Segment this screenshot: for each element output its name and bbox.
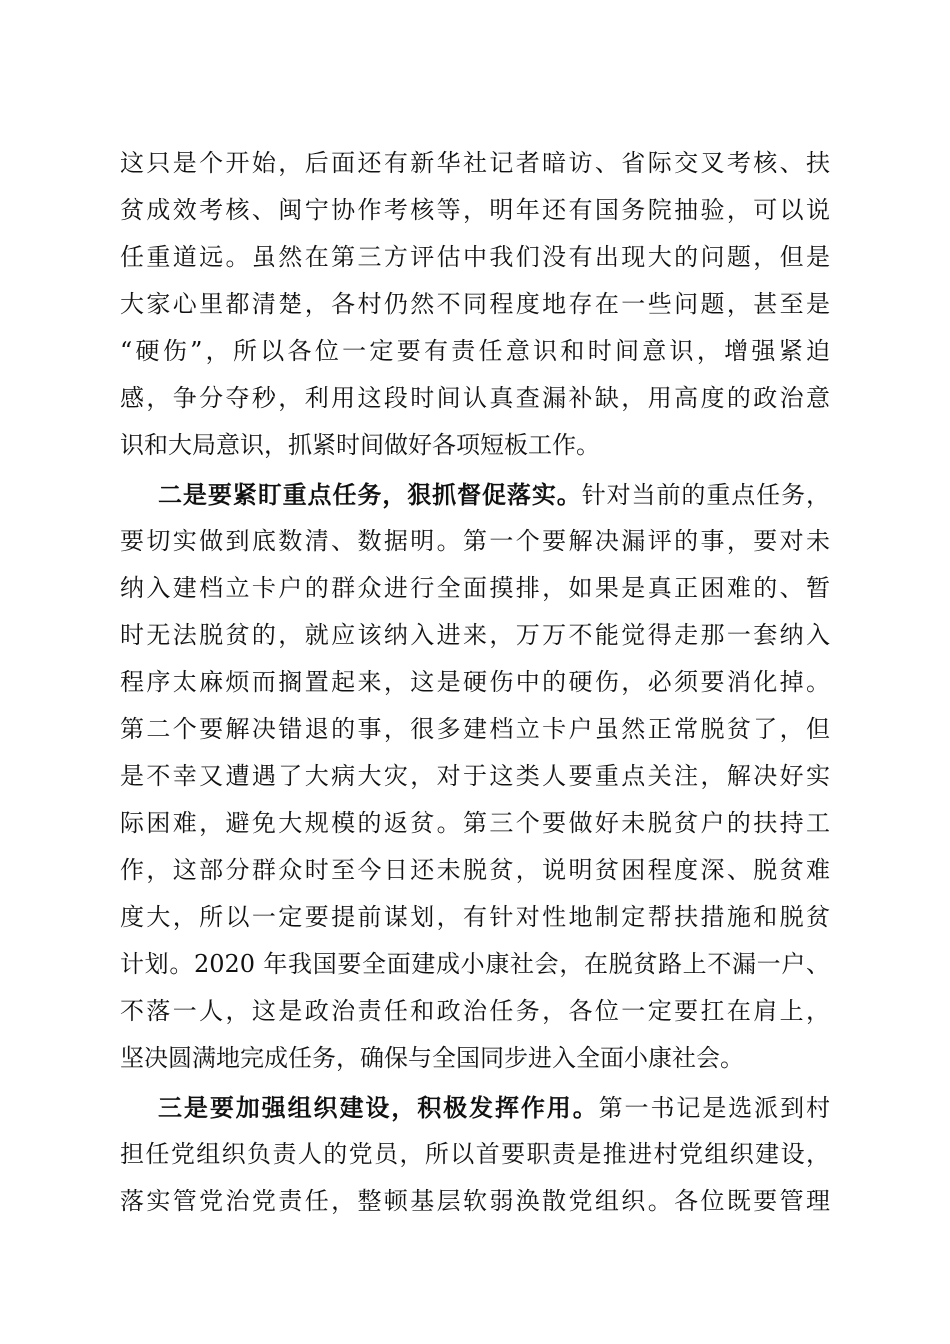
- paragraph-continuation: [120, 140, 830, 469]
- paragraph-heading: 三是要加强组织建设，积极发挥作用。: [158, 1093, 599, 1122]
- text-line: 这只是个开始，后面还有新华社记者暗访、省际交叉考核、扶: [120, 149, 830, 177]
- text-line: 贫成效考核、闽宁协作考核等，明年还有国务院抽验，可以说: [120, 196, 830, 224]
- text-line: “硬伤”，所以各位一定要有责任意识和时间意识，增强紧迫: [120, 337, 830, 365]
- paragraph-first-line-text: 针对当前的重点任务，: [581, 481, 830, 509]
- text-line: 纳入建档立卡户的群众进行全面摸排，如果是真正困难的、暂: [120, 574, 830, 602]
- paragraph-point-three: [120, 1084, 830, 1225]
- text-line: 感，争分夺秒，利用这段时间认真查漏补缺，用高度的政治意: [120, 384, 830, 412]
- text-line: 作，这部分群众时至今日还未脱贫，说明贫困程度深、脱贫难: [120, 856, 830, 884]
- text-line: 任重道远。虽然在第三方评估中我们没有出现大的问题，但是: [120, 243, 830, 271]
- text-line: 要切实做到底数清、数据明。第一个要解决漏评的事，要对未: [120, 527, 830, 555]
- paragraph-first-line: [120, 471, 830, 518]
- document-body: [120, 140, 830, 1225]
- paragraph-first-line: [120, 1084, 830, 1131]
- text-line: 程序太麻烦而搁置起来，这是硬伤中的硬伤，必须要消化掉。: [120, 668, 830, 696]
- text-line: 坚决圆满地完成任务，确保与全国同步进入全面小康社会。: [120, 1044, 744, 1072]
- text-line: 不落一人，这是政治责任和政治任务，各位一定要扛在肩上，: [120, 997, 830, 1025]
- text-line: 际困难，避免大规模的返贫。第三个要做好未脱贫户的扶持工: [120, 809, 830, 837]
- text-line: 计划。2020 年我国要全面建成小康社会，在脱贫路上不漏一户、: [120, 950, 830, 978]
- text-line: 大家心里都清楚，各村仍然不同程度地存在一些问题，甚至是: [120, 290, 830, 318]
- text-line: 识和大局意识，抓紧时间做好各项短板工作。: [120, 431, 600, 459]
- paragraph-heading: 二是要紧盯重点任务，狠抓督促落实。: [158, 480, 582, 509]
- text-line: 时无法脱贫的，就应该纳入进来，万万不能觉得走那一套纳入: [120, 621, 830, 649]
- text-line: 是不幸又遭遇了大病大灾，对于这类人要重点关注，解决好实: [120, 762, 830, 790]
- paragraph-point-two: [120, 471, 830, 1082]
- text-line: 第二个要解决错退的事，很多建档立卡户虽然正常脱贫了，但: [120, 715, 830, 743]
- text-line: 落实管党治党责任，整顿基层软弱涣散党组织。各位既要管理: [120, 1187, 830, 1215]
- paragraph-first-line-text: 第一书记是选派到村: [598, 1094, 830, 1122]
- text-line: 担任党组织负责人的党员，所以首要职责是推进村党组织建设，: [120, 1140, 830, 1168]
- text-line: 度大，所以一定要提前谋划，有针对性地制定帮扶措施和脱贫: [120, 903, 830, 931]
